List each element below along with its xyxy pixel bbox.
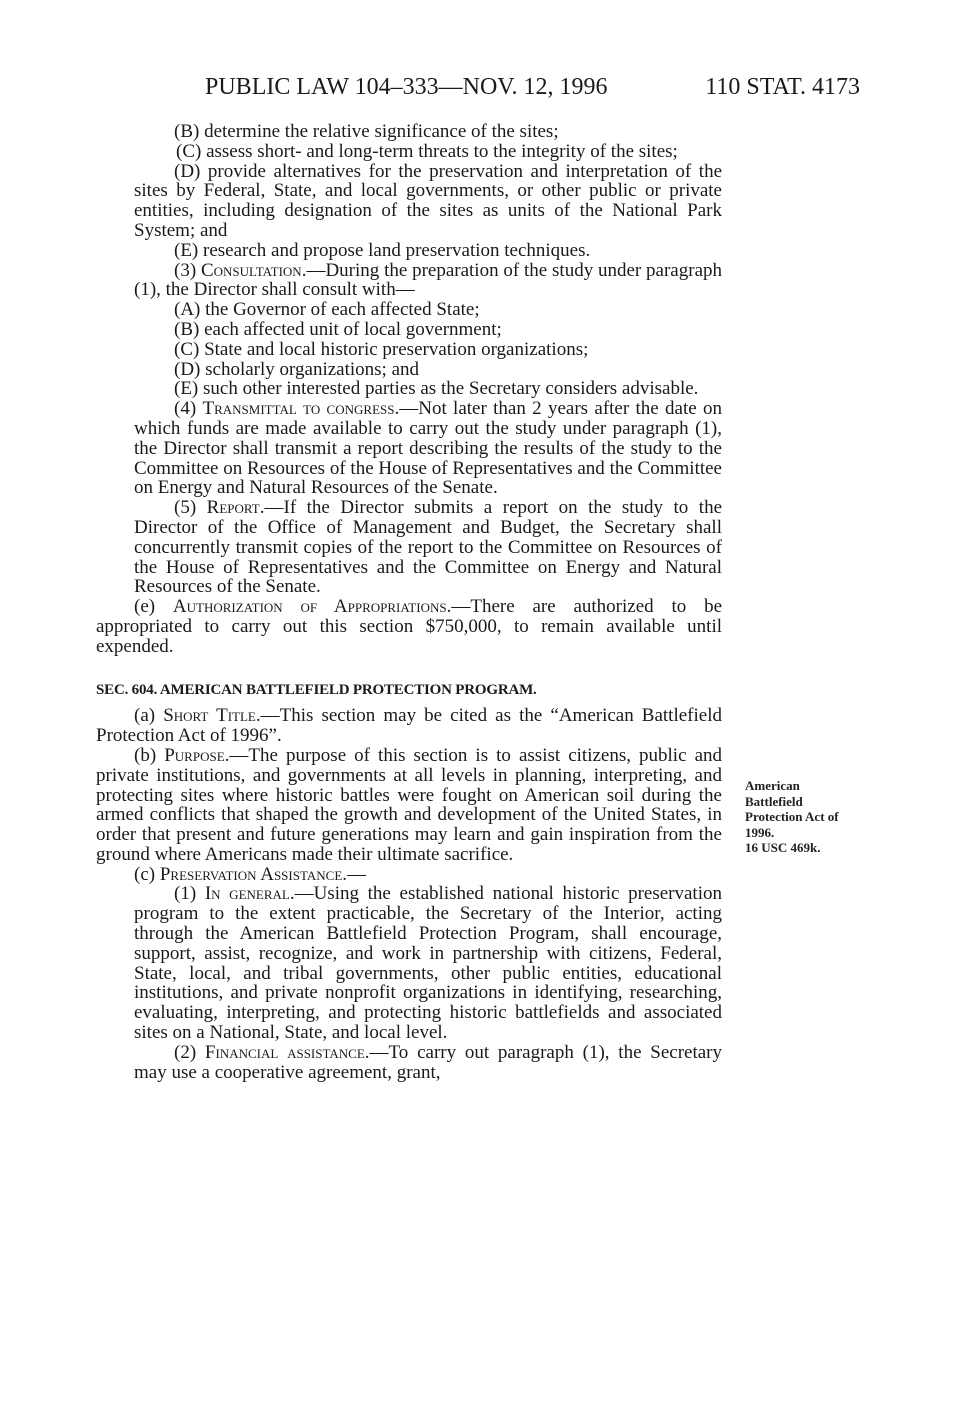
paragraph-c2-heading: Financial assistance bbox=[204, 1041, 365, 1063]
consult-item-d: (D) scholarly organizations; and bbox=[174, 358, 419, 380]
clause-d-alternatives: (D) provide alternatives for the preservation and interpretation of the sites by Federal, State, and local governments, or other public or private entities, including designation of the sites as units of the National Park System; and bbox=[134, 160, 722, 241]
margin-note-line3: Protection Act of bbox=[745, 809, 839, 824]
subsection-b-heading: Purpose bbox=[164, 744, 225, 766]
clause-c-threats: (C) assess short- and long-term threats to the integrity of the sites; bbox=[176, 140, 678, 162]
margin-note-usc-citation: 16 USC 469k. bbox=[745, 840, 821, 855]
consult-item-b: (B) each affected unit of local government; bbox=[174, 318, 502, 340]
header-stat-page: 110 STAT. 4173 bbox=[705, 74, 860, 100]
subsection-e-heading: Authorization of Appropriations bbox=[172, 596, 447, 618]
section-604-heading: SEC. 604. AMERICAN BATTLEFIELD PROTECTION PROGRAM. bbox=[96, 681, 537, 698]
margin-note-line1: American bbox=[745, 778, 800, 793]
clause-b-significance: (B) determine the relative significance of the sites; bbox=[174, 121, 559, 142]
consult-item-e: (E) such other interested parties as the Secretary considers advisable. bbox=[174, 378, 699, 400]
subsection-e-authorization: (e) Authorization of Appropriations.—There are authorized to be appropriated to carry out this section $750,000, to remain available until expended. bbox=[96, 596, 723, 657]
paragraph-c1-heading: In general bbox=[204, 883, 290, 905]
header-public-law: PUBLIC LAW 104–333—NOV. 12, 1996 bbox=[205, 74, 608, 100]
paragraph-4-transmittal: (4) Transmittal to congress.—Not later than 2 years after the date on which funds are made available to carry out the study under paragraph (1), the Director shall transmit a report describing the results of the study to the Committee on Resources of the House of Representatives and the Committee on Energy and Natural Resources of the Senate. bbox=[134, 398, 723, 499]
paragraph-5-heading: Report bbox=[206, 497, 260, 519]
running-header bbox=[205, 70, 860, 104]
clause-e-research: (E) research and propose land preservation techniques. bbox=[174, 239, 591, 261]
paragraph-c1-in-general: (1) In general.—Using the established national historic preservation program to the extent practicable, the Secretary of the Interior, acting through the American Battlefield Protection Program, shall encourage, support, assist, recognize, and work in partnership with citizens, Federal, State, local, and tribal governments, other public entities, educational institutions, and private nonprofit organizations in identifying, researching, evaluating, interpreting, and protecting historic battlefields and associated sites on a National, State, and local level. bbox=[134, 883, 722, 1044]
margin-note-line2: Battlefield bbox=[745, 793, 803, 809]
subsection-a-short-title: (a) Short Title.—This section may be cited as the “American Battlefield Protection Act of 1996”. bbox=[96, 705, 722, 747]
paragraph-3-heading: Consultation bbox=[200, 259, 302, 281]
margin-note bbox=[745, 778, 875, 856]
subsection-a-heading: Short Title bbox=[163, 705, 256, 727]
margin-note-line4: 1996. bbox=[745, 824, 775, 840]
subsection-c-heading: Preservation Assistance bbox=[159, 863, 343, 885]
subsection-c-preservation-assistance: (c) Preservation Assistance.— bbox=[134, 863, 367, 885]
paragraph-c2-financial-assistance: (2) Financial assistance.—To carry out paragraph (1), the Secretary may use a cooperative agreement, grant, bbox=[134, 1041, 722, 1083]
subsection-b-purpose: (b) Purpose.—The purpose of this section is to assist citizens, public and private institutions, and governments at all levels in planning, interpreting, and protecting sites where historic battles were fought on American soil during the armed conflicts that shaped the growth and development of the United States, in order that present and future generations may learn and gain inspiration from the ground where Americans made their ultimate sacrifice. bbox=[96, 744, 723, 865]
statute-body bbox=[96, 122, 722, 1082]
consult-item-a: (A) the Governor of each affected State; bbox=[174, 299, 480, 321]
consult-item-c: (C) State and local historic preservation organizations; bbox=[174, 338, 589, 360]
paragraph-3-consultation: (3) Consultation.—During the preparation of the study under paragraph (1), the Director shall consult with— bbox=[134, 259, 723, 301]
paragraph-4-heading: Transmittal to congress bbox=[202, 398, 395, 420]
paragraph-5-report: (5) Report.—If the Director submits a report on the study to the Director of the Office of Management and Budget, the Secretary shall concurrently transmit copies of the report to the Committee on Resources of the House of Representatives and the Committee on Energy and Natural Resources of the Senate. bbox=[134, 497, 723, 598]
